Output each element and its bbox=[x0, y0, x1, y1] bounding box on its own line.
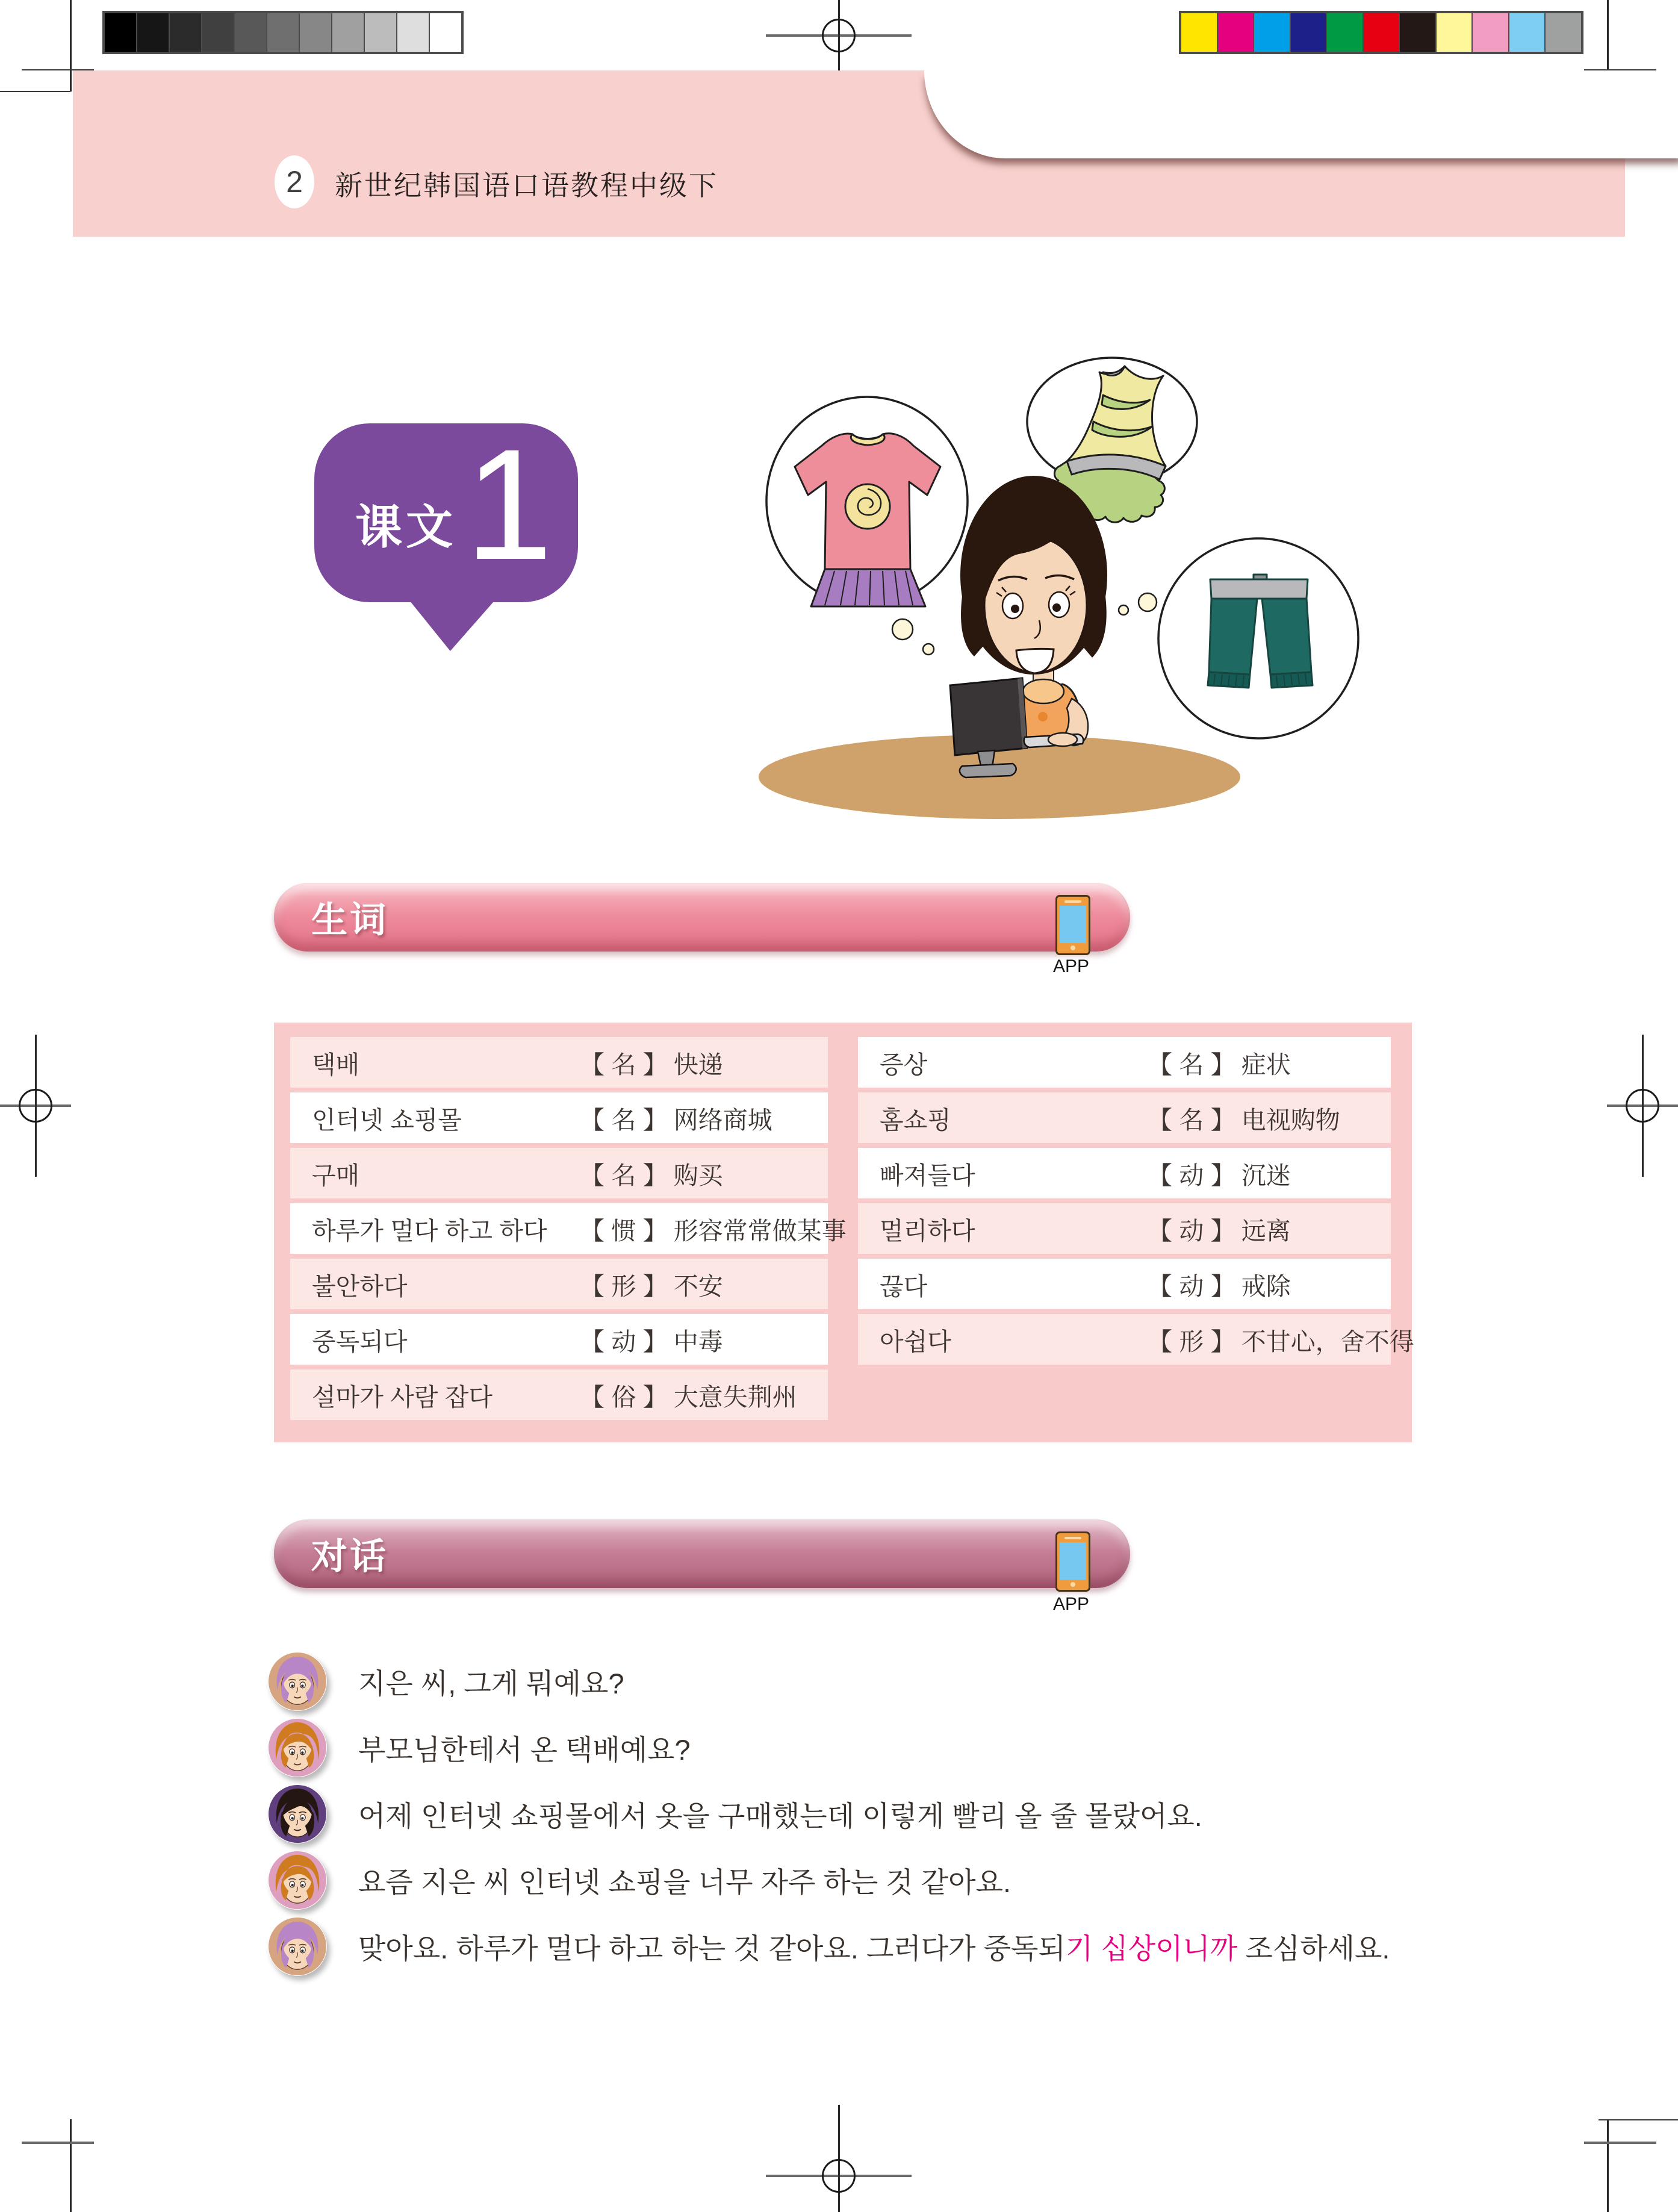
vocab-row: 홈쇼핑 【 名 】 电视购物 bbox=[858, 1092, 1391, 1143]
phone-speaker-icon bbox=[1064, 1537, 1081, 1539]
vocab-row: 인터넷 쇼핑몰 【 名 】 网络商城 bbox=[290, 1092, 828, 1143]
header-notch bbox=[924, 70, 1678, 158]
vocab-row: 증상 【 名 】 症状 bbox=[858, 1037, 1391, 1088]
vocab-row: 설마가 사람 잡다 【 俗 】 大意失荆州 bbox=[290, 1369, 828, 1420]
trim-mark bbox=[1607, 2119, 1609, 2212]
dialogue-line: 요즘 지은 씨 인터넷 쇼핑을 너무 자주 하는 것 같아요. bbox=[358, 1866, 1011, 1898]
vocab-row: 끊다 【 动 】 戒除 bbox=[858, 1259, 1391, 1309]
registration-mark bbox=[822, 19, 856, 52]
app-label: APP bbox=[1052, 956, 1090, 976]
registration-mark bbox=[1626, 1089, 1659, 1123]
avatar-orange-hair-woman bbox=[268, 1718, 327, 1777]
phone-screen bbox=[1060, 1542, 1086, 1580]
app-label: APP bbox=[1052, 1594, 1090, 1614]
dialogue-row bbox=[268, 1916, 1390, 1977]
trim-mark bbox=[0, 91, 70, 92]
vocab-column-left bbox=[290, 1037, 847, 1420]
app-phone-icon bbox=[1055, 895, 1090, 955]
section-title-vocab: 生词 bbox=[311, 900, 388, 940]
trim-mark bbox=[1599, 2119, 1678, 2120]
vocab-row: 불안하다 【 形 】 不安 bbox=[290, 1259, 828, 1309]
phone-screen bbox=[1060, 906, 1086, 943]
color-calibration-bar bbox=[1179, 11, 1583, 54]
registration-mark bbox=[19, 1089, 52, 1123]
registration-mark bbox=[838, 2105, 840, 2212]
illustration-online-shopping bbox=[735, 337, 1493, 837]
lesson-badge-number: 1 bbox=[465, 416, 553, 593]
phone-home-button-icon bbox=[1071, 1582, 1075, 1587]
vocab-row: 하루가 멀다 하고 하다 【 惯 】 形容常常做某事 bbox=[290, 1203, 828, 1254]
phone-home-button-icon bbox=[1071, 946, 1075, 950]
avatar-dark-hair-girl bbox=[268, 1784, 327, 1843]
trim-mark bbox=[70, 0, 72, 92]
dialogue-row bbox=[268, 1718, 691, 1778]
section-title-dialogue: 对话 bbox=[311, 1536, 388, 1577]
app-phone-icon bbox=[1055, 1531, 1090, 1592]
dialogue-row bbox=[268, 1651, 624, 1712]
dialogue-line: 어제 인터넷 쇼핑몰에서 옷을 구매했는데 이렇게 빨리 올 줄 몰랐어요. bbox=[358, 1799, 1202, 1832]
vocab-row: 멀리하다 【 动 】 远离 bbox=[858, 1203, 1391, 1254]
trim-mark bbox=[70, 2119, 72, 2212]
phone-speaker-icon bbox=[1064, 900, 1081, 903]
section-banner-dialogue bbox=[274, 1519, 1130, 1588]
vocab-panel bbox=[274, 1023, 1412, 1442]
dialogue-line: 지은 씨, 그게 뭐예요? bbox=[358, 1667, 624, 1700]
vocab-row: 아쉽다 【 形 】 不甘心，舍不得 bbox=[858, 1314, 1391, 1365]
registration-mark bbox=[822, 2159, 856, 2193]
book-title: 新世纪韩国语口语教程中级下 bbox=[335, 170, 718, 201]
avatar-orange-hair-woman bbox=[268, 1851, 327, 1910]
trim-mark bbox=[1584, 2142, 1656, 2144]
lesson-badge-label: 课文 bbox=[355, 500, 457, 553]
dialogue-line: 맞아요. 하루가 멀다 하고 하는 것 같아요. 그러다가 중독되기 십상이니까 조심하세요. bbox=[358, 1932, 1390, 1964]
vocab-row: 택배 【 名 】 快递 bbox=[290, 1037, 828, 1088]
highlighted-grammar: 기 십상이니까 bbox=[1065, 1932, 1238, 1964]
vocab-row: 빠져들다 【 动 】 沉迷 bbox=[858, 1148, 1391, 1198]
page-number: 2 bbox=[275, 155, 314, 208]
section-banner-vocab bbox=[274, 883, 1130, 952]
vocab-row: 구매 【 名 】 购买 bbox=[290, 1148, 828, 1198]
speech-bubble-tail-icon bbox=[399, 597, 498, 651]
grayscale-calibration-bar bbox=[102, 11, 464, 54]
trim-mark bbox=[22, 2142, 94, 2144]
dialogue-row bbox=[268, 1850, 1011, 1910]
dialogue-line: 부모님한테서 온 택배예요? bbox=[358, 1733, 691, 1766]
lesson-badge bbox=[314, 416, 578, 602]
avatar-purple-hair-woman bbox=[268, 1917, 327, 1976]
vocab-row: 중독되다 【 动 】 中毒 bbox=[290, 1314, 828, 1365]
avatar-purple-hair-woman bbox=[268, 1652, 327, 1711]
vocab-column-right bbox=[858, 1037, 1414, 1365]
dialogue-row bbox=[268, 1784, 1202, 1844]
